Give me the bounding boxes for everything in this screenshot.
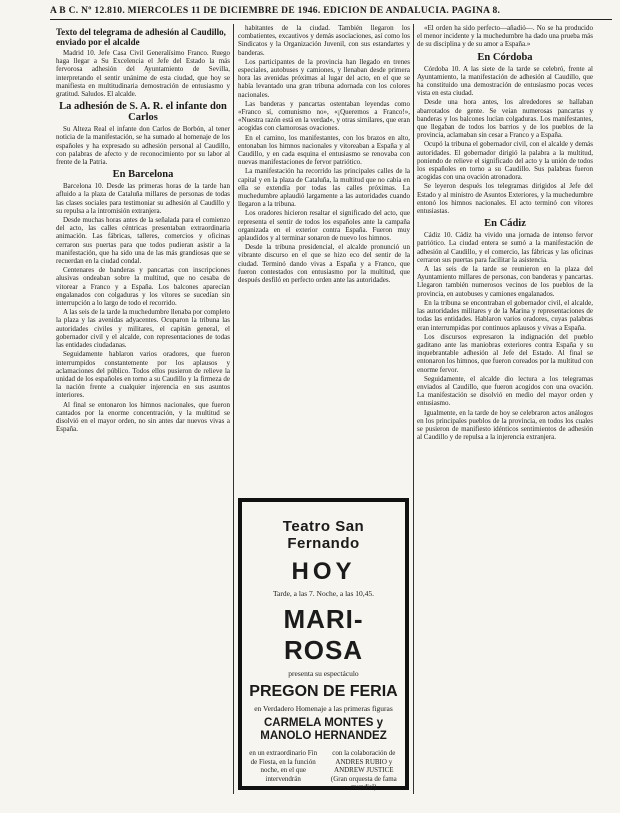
- ad-stars: CARMELA MONTES y MANOLO HERNANDEZ: [260, 717, 387, 742]
- paragraph: Barcelona 10. Desde las primeras horas de la tarde han afluido a la plaza de Cataluña millares de personas de todas las clases sociales para testimoniar su adhesión al Caudillo y su repulsa a la intromisión extranjera.: [56, 182, 230, 215]
- paragraph: Desde una hora antes, los alrededores se hallaban abarrotados de gente. Se veían numerosas pancartas y banderas y los balcones lucían colgaduras. Los manifestantes, que llegaban de todos los barrios y de los pueblos de la provincia, aclamaban sin cesar a Franco y a España.: [417, 98, 593, 140]
- ad-today: HOY: [291, 558, 356, 585]
- paragraph: Ocupó la tribuna el gobernador civil, con el alcalde y demás autoridades. El gobernador dirigió la palabra a la multitud, poniendo de relieve el significado del acto y la unión de todos los españoles en torno a su Caudillo. Sus palabras fueron acogidas con una ovación atronadora.: [417, 140, 593, 182]
- paragraph: Desde muchas horas antes de la señalada para el comienzo del acto, las calles céntricas presentaban extraordinaria animación. Las fábricas, talleres, comercios y oficinas cerraron sus puertas para que todos pudieran asistir a la manifestación, que ha sido una de las más grandiosas que se recuerdan en la ciudad condal.: [56, 216, 230, 266]
- section-headline: En Cádiz: [484, 218, 526, 230]
- lead-headline: Texto del telegrama de adhesión al Caudillo, enviado por el alcalde: [56, 27, 226, 47]
- paragraph: Las banderas y pancartas ostentaban leyendas como «Franco sí, comunismo no», «¡Queremos a Franco!», «Nuestra razón está en la verdad», y otras similares, que eran acogidas con clamorosas ovaciones.: [238, 99, 410, 133]
- paragraph: Los oradores hicieron resaltar el significado del acto, que representa el sentir de todos los españoles ante la campaña organizada en el exterior contra España. Fueron muy aplaudidos y al terminar sonaron de nuevo los himnos.: [238, 209, 410, 243]
- paragraph: A las seis de la tarde la muchedumbre llenaba por completo la plaza y las avenidas adyacentes. Ocuparon la tribuna las autoridades civiles y militares, el capitán general, el gobernador civil y el alcalde, con representaciones de todas las entidades ciudadanas.: [56, 308, 230, 350]
- ad-title: MARI-ROSA: [283, 604, 364, 665]
- paragraph: En la tribuna se encontraban el gobernador civil, el alcalde, las autoridades militares y de la Marina y representaciones de todas las entidades. Hablaron varios oradores, cuyas palabras eran interrumpidas por continuos aplausos y vivas a España.: [417, 298, 593, 332]
- section-headline: En Córdoba: [477, 51, 533, 63]
- column-3: [417, 24, 593, 794]
- ad-footer: [246, 749, 401, 792]
- paragraph: Su Alteza Real el infante don Carlos de Borbón, al tener noticia de la manifestación, se ha sumado al homenaje de los españoles y ha expresado su adhesión personal al Caudillo, con palabras de afecto y de reconocimiento por su labor al frente de la Patria.: [56, 125, 230, 167]
- paragraph: Desde la tribuna presidencial, el alcalde pronunció un vibrante discurso en el que se hizo eco del sentir de la ciudad. Terminó dando vivas a España y a Franco, que fueron contestados con entusiasmo por la multitud, que después desfiló en perfecto orden ante las autoridades.: [238, 243, 410, 285]
- paragraph: Al final se entonaron los himnos nacionales, que fueron cantados por la enorme concentración, y la multitud se disolvió en el mayor orden, no sin antes dar nuevos vivas a España.: [56, 400, 230, 434]
- paragraph: habitantes de la ciudad. También llegaron los combatientes, excautivos y demás asociaciones, así como los Sindicatos y la Organización Juvenil, con sus estandartes y banderas.: [238, 24, 410, 57]
- ad-theatre-name: Teatro San Fernando: [282, 518, 365, 552]
- section-headline: En Barcelona: [112, 169, 174, 181]
- paragraph: Córdoba 10. A las siete de la tarde se celebró, frente al Ayuntamiento, la manifestación de adhesión al Caudillo, que ha constituido una demostración de entusiasmo pocas veces vista en esta ciudad.: [417, 64, 593, 98]
- page-header: A B C. Nº 12.810. MIERCOLES 11 DE DICIEMBRE DE 1946. EDICION DE ANDALUCIA. PAGINA 8.: [50, 6, 612, 20]
- paragraph: La manifestación ha recorrido las principales calles de la capital y en la plaza de Cataluña, la multitud que no cabía en ella se extendía por todas las calles próximas. La muchedumbre aplaudió largamente a las autoridades cuando llegaron a la tribuna.: [238, 167, 410, 209]
- column-1: [56, 24, 230, 794]
- ad-left-text: en un extraordinario Fin de Fiesta, en la función noche, en el que intervendrán: [249, 749, 318, 783]
- paragraph: Seguidamente, el alcalde dio lectura a los telegramas enviados al Caudillo, que fueron acogidos con una ovación. La manifestación se disolvió en medio del mayor orden y entusiasmo.: [417, 374, 593, 408]
- ad-homage: en Verdadero Homenaje a las primeras figuras: [254, 704, 393, 713]
- paragraph: Igualmente, en la tarde de hoy se celebraron actos análogos en los principales pueblos de la provincia, en todos los cuales se pusieron de manifiesto idénticos sentimientos de adhesión al Caudillo y de repulsa a la injerencia extranjera.: [417, 408, 593, 442]
- paragraph: Centenares de banderas y pancartas con inscripciones alusivas ondeaban sobre la multitud, que no cesaba de vitorear a Franco y a España. Los balcones aparecían engalanados con colgaduras y los vítores se sucedían sin interrupción a lo largo de todo el recorrido.: [56, 266, 230, 308]
- paragraph: Los participantes de la provincia han llegado en trenes especiales, autobuses y camiones, y llenaban desde primera hora las avenidas próximas al lugar del acto, en el que se había levantado una gran tribuna adornada con los colores nacionales.: [238, 57, 410, 99]
- paragraph: En el camino, los manifestantes, con los brazos en alto, entonaban los himnos nacionales y vitoreaban a España y al Caudillo, y en cada esquina el entusiasmo se renovaba con nuevas manifestaciones de fervor patriótico.: [238, 133, 410, 167]
- paragraph: Cádiz 10. Cádiz ha vivido una jornada de intenso fervor patriótico. La ciudad entera se sumó a la manifestación de adhesión al Caudillo, y el comercio, las fábricas y las oficinas cerraron sus puertas para facilitar la asistencia.: [417, 231, 593, 264]
- ad-right-text: con la colaboración de ANDRES RUBIO y ANDREW JUSTICE (Gran orquesta de fama mundial): [330, 749, 397, 791]
- ad-times: Tarde, a las 7. Noche, a las 10,45.: [272, 589, 375, 598]
- theatre-advertisement: [238, 498, 409, 790]
- section-headline: La adhesión de S. A. R. el infante don Carlos: [59, 101, 227, 124]
- paragraph: «El orden ha sido perfecto—añadió—. No se ha producido el menor incidente y la muchedumbre ha dado una prueba más de su disciplina y de su amor a España.»: [417, 24, 593, 49]
- paragraph: Seguidamente hablaron varios oradores, que fueron interrumpidos constantemente por los aplausos y aclamaciones del público. Todos ellos pusieron de relieve la unidad de los españoles en torno a su Caudillo y la firmeza de la nación frente a cualquier injerencia en sus asuntos interiores.: [56, 350, 230, 400]
- paragraph: Los discursos expresaron la indignación del pueblo gaditano ante las maniobras exteriores contra España y su inquebrantable adhesión al Jefe del Estado. Al final se entonaron los himnos, que fueron coreados por la multitud con enorme fervor.: [417, 332, 593, 374]
- ad-show-name: PREGON DE FERIA: [249, 683, 398, 700]
- column-rule: [413, 24, 414, 794]
- paragraph: A las seis de la tarde se reunieron en la plaza del Ayuntamiento millares de personas, con banderas y pancartas. Llegaron también numerosos vecinos de los pueblos de la provincia, en autobuses y camiones engalanados.: [417, 265, 593, 298]
- column-2: [238, 24, 410, 494]
- paragraph: Se leyeron después los telegramas dirigidos al Jefe del Estado y al ministro de Asuntos Exteriores, y la muchedumbre entonó los himnos nacionales. El acto terminó con vítores entusiastas.: [417, 182, 593, 216]
- ad-presents: presenta su espectáculo: [288, 669, 359, 678]
- paragraph: Madrid 10. Jefe Casa Civil Generalísimo Franco. Ruego haga llegar a Su Excelencia el Jefe del Estado la más fervorosa adhesión del Ayuntamiento de Sevilla, interpretando el sentir unánime de esta ciudad, que hoy se manifiesta en multitudinaria demostración de entusiasmo y gratitud. Saludos. El alcalde.: [56, 49, 230, 99]
- column-rule: [233, 24, 234, 794]
